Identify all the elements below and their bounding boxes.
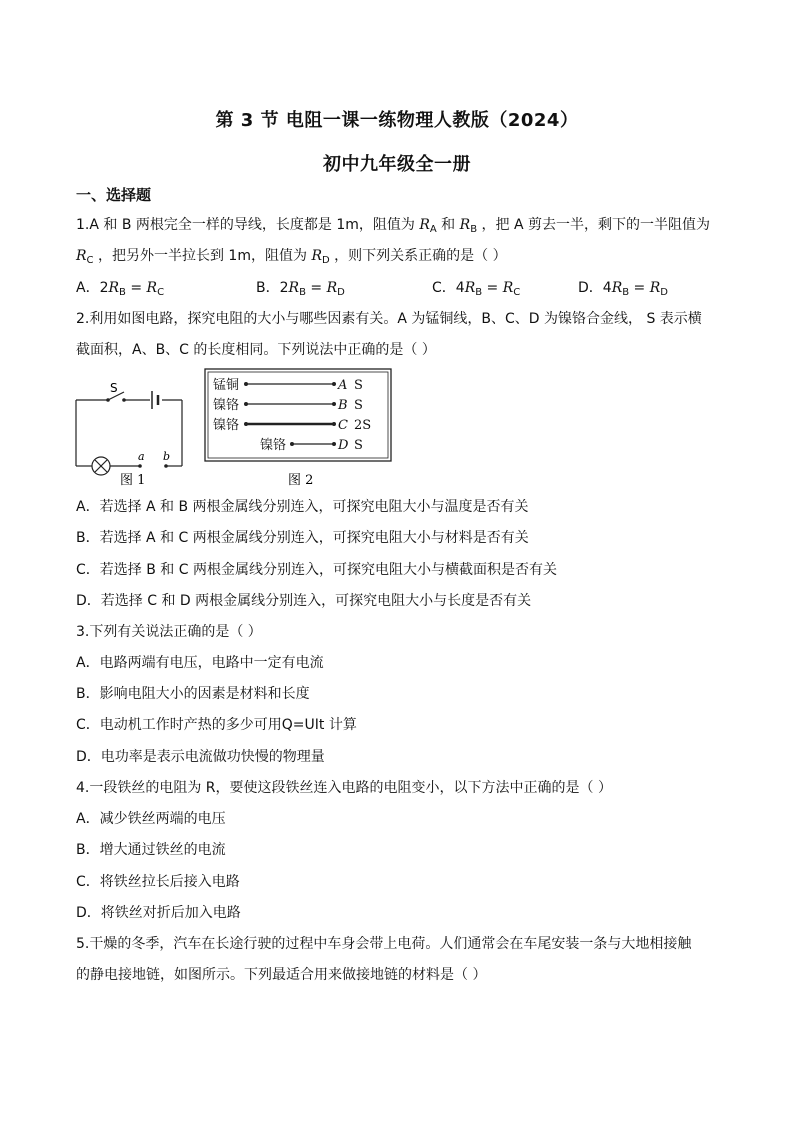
q4-option-d: D．将铁丝对折后加入电路 xyxy=(76,905,241,921)
q2-stem-line2: 截面积，A、B、C 的长度相同。下列说法中正确的是（ ） xyxy=(76,342,436,358)
wire-a-material: 锰铜 xyxy=(213,378,240,393)
q2-option-a: A．若选择 A 和 B 两根金属线分别连入，可探究电阻大小与温度是否有关 xyxy=(76,499,529,515)
wire-c-material: 镍铬 xyxy=(213,418,240,433)
q3-option-d: D．电功率是表示电流做功快慢的物理量 xyxy=(76,749,325,765)
q4-option-c: C．将铁丝拉长后接入电路 xyxy=(76,874,240,890)
q1-option-d: D．$4R_B = R_D$ xyxy=(578,280,668,298)
wire-b-area: S xyxy=(354,398,363,413)
q1-option-b: B．$2R_B = R_D$ xyxy=(256,280,345,298)
wire-d-letter: D xyxy=(338,438,349,453)
fig1-terminal-b-label: b xyxy=(163,450,171,463)
q1-option-c: C．$4R_B = R_C$ xyxy=(432,280,521,298)
wire-c-letter: C xyxy=(338,418,348,433)
q1-stem-line1: 1.A 和 B 两根完全一样的导线，长度都是 1m，阻值为 $R_A$ 和 $R_B$ ，把 A 剪去一半，剩下的一半阻值为 xyxy=(76,217,710,235)
q5-stem-line1: 5.干燥的冬季，汽车在长途行驶的过程中车身会带上电荷。人们通常会在车尾安装一条与大地相接触 xyxy=(76,936,692,952)
q3-option-a: A．电路两端有电压，电路中一定有电流 xyxy=(76,655,324,671)
q3-option-c: C．电动机工作时产热的多少可用Q=UIt 计算 xyxy=(76,717,357,733)
q2-stem-line1: 2.利用如图电路，探究电阻的大小与哪些因素有关。A 为锰铜线，B、C、D 为镍铬合金线， S 表示横 xyxy=(76,311,702,327)
wire-a-area: S xyxy=(354,378,363,393)
q4-option-b: B．增大通过铁丝的电流 xyxy=(76,842,226,858)
q3-stem: 3.下列有关说法正确的是（ ） xyxy=(76,624,262,640)
wire-b-material: 镍铬 xyxy=(213,398,240,413)
fig2-caption: 图 2 xyxy=(288,473,314,488)
wire-c-area: 2S xyxy=(354,418,372,433)
q2-option-c: C．若选择 B 和 C 两根金属线分别连入，可探究电阻大小与横截面积是否有关 xyxy=(76,562,557,578)
q2-option-b: B．若选择 A 和 C 两根金属线分别连入，可探究电阻大小与材料是否有关 xyxy=(76,530,529,546)
document-subtitle: 初中九年级全一册 xyxy=(323,154,471,175)
wire-d-area: S xyxy=(354,438,363,453)
wire-d-material: 镍铬 xyxy=(260,438,287,453)
q1-option-a: A．$2R_B = R_C$ xyxy=(76,280,165,298)
wire-b-letter: B xyxy=(338,398,348,413)
q5-stem-line2: 的静电接地链，如图所示。下列最适合用来做接地链的材料是（ ） xyxy=(76,967,487,983)
q2-option-d: D．若选择 C 和 D 两根金属线分别连入，可探究电阻大小与长度是否有关 xyxy=(76,593,532,609)
figure-2-wire-board xyxy=(204,368,392,492)
q4-option-a: A．减少铁丝两端的电压 xyxy=(76,811,226,827)
q4-stem: 4.一段铁丝的电阻为 R，要使这段铁丝连入电路的电阻变小，以下方法中正确的是（ ） xyxy=(76,780,612,796)
document-title: 第 3 节 电阻一课一练物理人教版（2024） xyxy=(215,110,579,131)
fig1-terminal-a-label: a xyxy=(138,450,145,463)
fig1-caption: 图 1 xyxy=(120,473,146,488)
wire-a-letter: A xyxy=(338,378,348,393)
figure-1-circuit xyxy=(70,380,190,488)
q1-stem-line2: $R_C$ ，把另外一半拉长到 1m，阻值为 $R_D$ ，则下列关系正确的是（ ） xyxy=(76,248,507,266)
section-heading: 一、选择题 xyxy=(76,186,152,204)
fig1-switch-label: S xyxy=(110,381,118,395)
q3-option-b: B．影响电阻大小的因素是材料和长度 xyxy=(76,686,310,702)
